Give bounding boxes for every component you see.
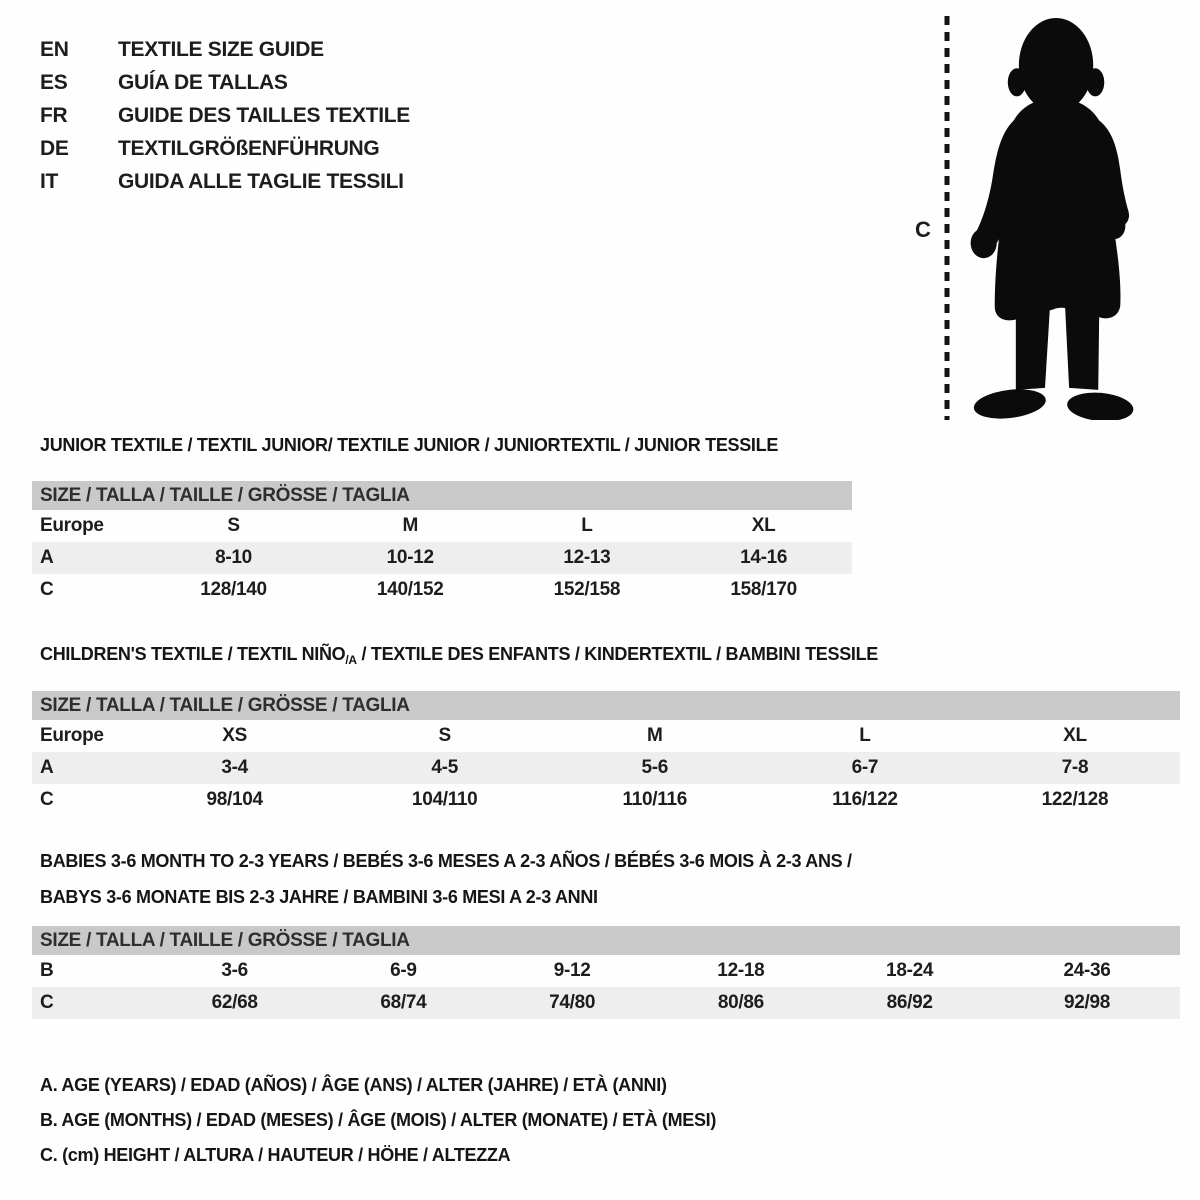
size-cell: L: [581, 515, 593, 536]
months-cell: 3-6: [221, 960, 248, 981]
babies-size-table: [32, 926, 1180, 1019]
height-cell: 74/80: [488, 987, 657, 1019]
size-cell: XL: [1063, 725, 1087, 746]
size-cell: M: [402, 515, 418, 536]
months-cell: 9-12: [553, 960, 591, 981]
months-cell: 18-24: [886, 960, 934, 981]
age-cell: 12-13: [499, 542, 676, 574]
months-cell: 6-9: [390, 960, 417, 981]
lang-code: EN: [40, 38, 69, 61]
size-header-bar: SIZE / TALLA / TAILLE / GRÖSSE / TAGLIA: [32, 691, 1180, 720]
legend-line-age-years: A. AGE (YEARS) / EDAD (AÑOS) / ÂGE (ANS) / ALTER (JAHRE) / ETÀ (ANNI): [40, 1075, 667, 1095]
guide-title-fr: GUIDE DES TAILLES TEXTILE: [118, 104, 410, 127]
table-row-europe: [32, 720, 1180, 752]
section-title-babies: [40, 843, 852, 915]
height-measure-label: C: [915, 217, 931, 242]
height-cell: 98/104: [206, 789, 263, 810]
lang-row-de: [40, 132, 410, 165]
height-cell: 158/170: [730, 579, 797, 600]
babies-title-line1: BABIES 3-6 MONTH TO 2-3 YEARS / BEBÉS 3-6 MESES A 2-3 AÑOS / BÉBÉS 3-6 MOIS À 2-3 ANS /: [40, 851, 852, 871]
height-cell: 62/68: [150, 987, 319, 1019]
row-label: B: [40, 960, 54, 981]
row-label: Europe: [40, 515, 104, 536]
lang-code: ES: [40, 71, 68, 94]
height-cell: 80/86: [656, 987, 825, 1019]
age-cell: 10-12: [322, 542, 499, 574]
legend-line-height: C. (cm) HEIGHT / ALTURA / HAUTEUR / HÖHE / ALTEZZA: [40, 1145, 511, 1165]
table-row-height: [32, 574, 852, 606]
age-cell: 14-16: [675, 542, 852, 574]
table-row-height: [32, 784, 1180, 816]
lang-code: DE: [40, 137, 69, 160]
age-cell: 3-4: [130, 752, 340, 784]
height-cell: 116/122: [832, 789, 898, 810]
row-label: A: [32, 752, 130, 784]
height-cell: 152/158: [553, 579, 621, 600]
size-header-row: [32, 926, 1180, 955]
babies-title-line2: BABYS 3-6 MONATE BIS 2-3 JAHRE / BAMBINI 3-6 MESI A 2-3 ANNI: [40, 887, 598, 907]
section-title-junior: JUNIOR TEXTILE / TEXTIL JUNIOR/ TEXTILE JUNIOR / JUNIORTEXTIL / JUNIOR TESSILE: [40, 435, 779, 455]
age-cell: 8-10: [145, 542, 322, 574]
measure-legend: [40, 1068, 716, 1173]
junior-size-table: [32, 481, 852, 606]
height-cell: 128/140: [200, 579, 267, 600]
guide-title-de: TEXTILGRÖßENFÜHRUNG: [118, 137, 380, 160]
size-header-row: [32, 481, 852, 510]
size-cell: M: [647, 725, 663, 746]
table-row-age: [32, 752, 1180, 784]
height-cell: 122/128: [1041, 789, 1109, 810]
size-cell: XS: [222, 725, 247, 746]
lang-row-en: [40, 33, 410, 66]
age-cell: 6-7: [760, 752, 970, 784]
toddler-silhouette-icon: [963, 18, 1135, 420]
table-row-age: [32, 542, 852, 574]
children-title-subscript: /A: [345, 653, 357, 667]
height-cell: 86/92: [825, 987, 994, 1019]
guide-title-es: GUÍA DE TALLAS: [118, 71, 288, 94]
row-label: C: [40, 579, 54, 600]
section-title-children: [40, 644, 878, 667]
age-cell: 5-6: [550, 752, 760, 784]
height-cell: 92/98: [994, 987, 1180, 1019]
table-row-europe: [32, 510, 852, 542]
months-cell: 24-36: [1063, 960, 1111, 981]
language-title-list: [40, 33, 410, 198]
table-row-height: [32, 987, 1180, 1019]
size-header-bar: SIZE / TALLA / TAILLE / GRÖSSE / TAGLIA: [32, 481, 852, 510]
row-label: C: [40, 789, 54, 810]
lang-code: FR: [40, 104, 68, 127]
size-header-row: [32, 691, 1180, 720]
row-label: C: [32, 987, 150, 1019]
legend-line-age-months: B. AGE (MONTHS) / EDAD (MESES) / ÂGE (MOIS) / ALTER (MONATE) / ETÀ (MESI): [40, 1110, 717, 1130]
height-cell: 140/152: [376, 579, 444, 600]
lang-row-it: [40, 165, 410, 198]
months-cell: 12-18: [717, 960, 765, 981]
lang-code: IT: [40, 170, 59, 193]
lang-row-fr: [40, 99, 410, 132]
children-size-table: [32, 691, 1180, 816]
size-cell: L: [859, 725, 871, 746]
guide-title-en: TEXTILE SIZE GUIDE: [118, 38, 324, 61]
table-row-months: [32, 955, 1180, 987]
height-measure-line: [944, 16, 950, 420]
lang-row-es: [40, 66, 410, 99]
children-title-pre: CHILDREN'S TEXTILE / TEXTIL NIÑO: [40, 644, 346, 664]
row-label: Europe: [40, 725, 104, 746]
size-cell: S: [227, 515, 240, 536]
size-header-bar: SIZE / TALLA / TAILLE / GRÖSSE / TAGLIA: [32, 926, 1180, 955]
height-cell: 104/110: [411, 789, 478, 810]
row-label: A: [32, 542, 145, 574]
height-cell: 68/74: [319, 987, 488, 1019]
height-cell: 110/116: [622, 789, 688, 810]
children-title-post: / TEXTILE DES ENFANTS / KINDERTEXTIL / BAMBINI TESSILE: [356, 644, 878, 664]
size-cell: XL: [751, 515, 776, 536]
age-cell: 7-8: [970, 752, 1180, 784]
guide-title-it: GUIDA ALLE TAGLIE TESSILI: [118, 170, 404, 193]
size-cell: S: [438, 725, 451, 746]
age-cell: 4-5: [340, 752, 550, 784]
